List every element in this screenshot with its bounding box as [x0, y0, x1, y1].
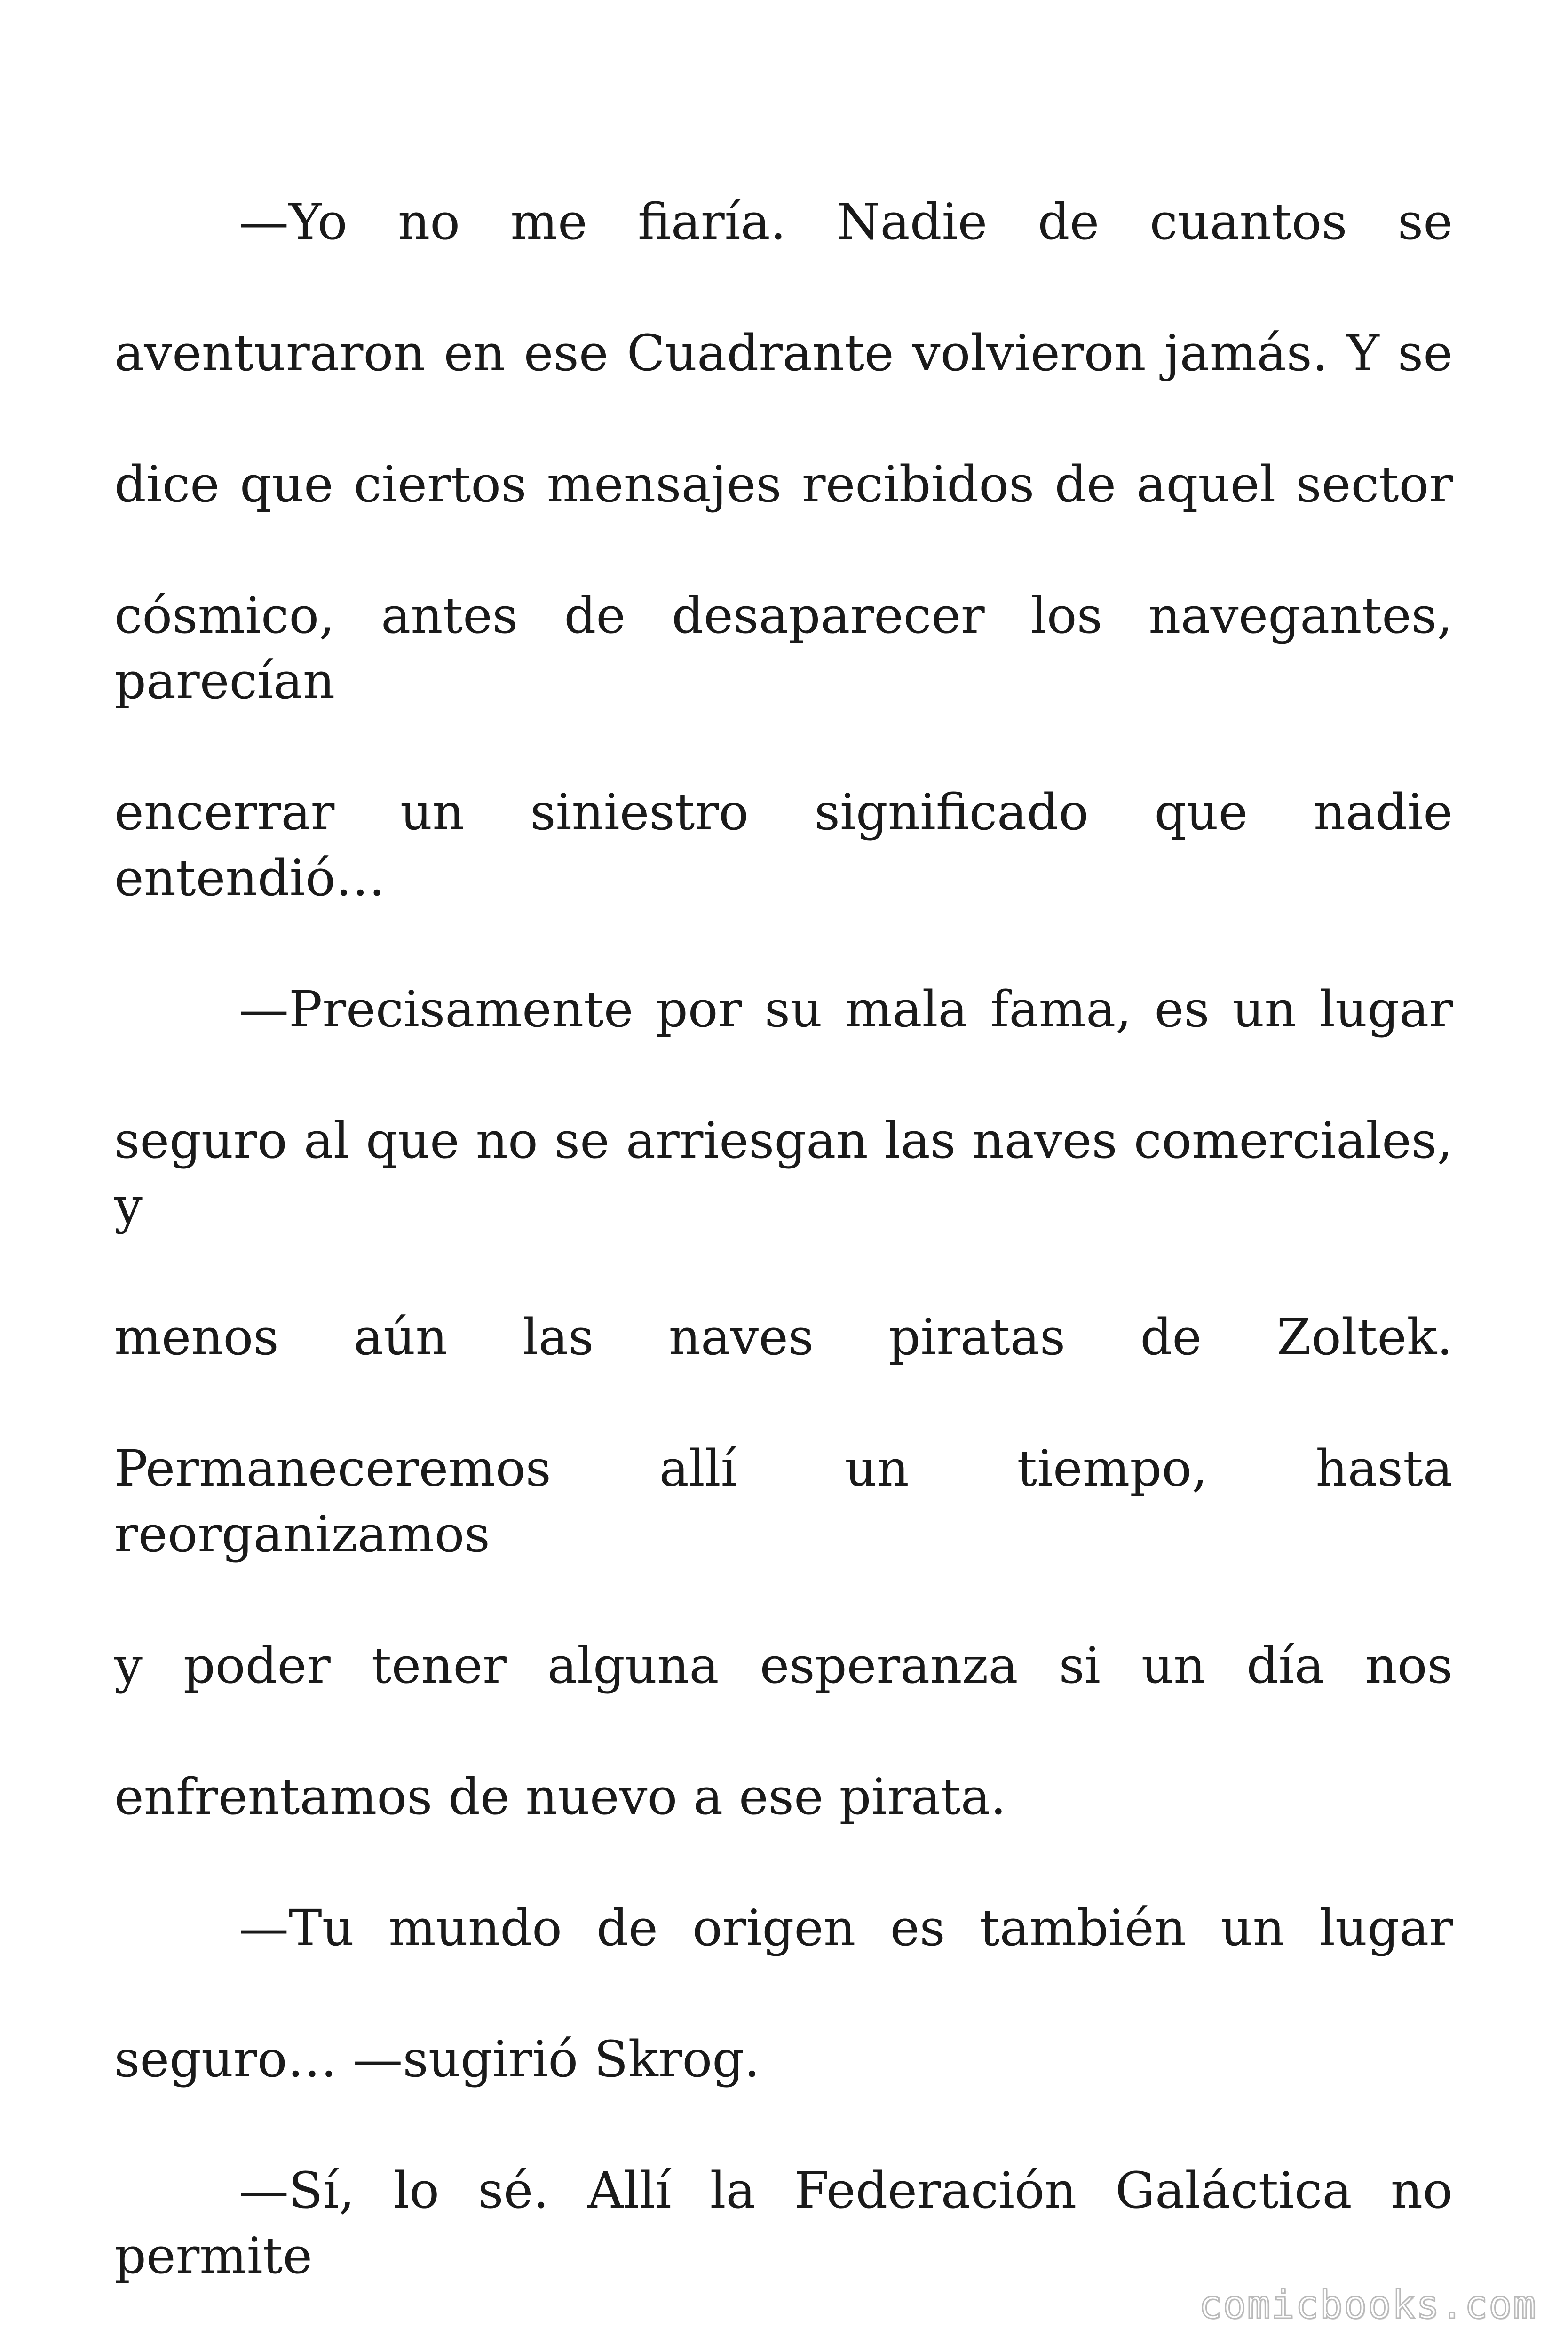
text-line: —Tu mundo de origen es también un lugar [239, 1899, 1453, 1957]
text-line: —Sí, lo sé. Allí la Federación Galáctica no permite [114, 2161, 1453, 2285]
text-line: seguro al que no se arriesgan las naves comerciales, y [114, 1111, 1453, 1235]
text-line: —Precisamente por su mala fama, es un lugar [239, 980, 1453, 1038]
text-line: —Yo no me fiaría. Nadie de cuantos se [239, 192, 1453, 251]
text-line: encerrar un siniestro significado que nadie entendió… [114, 783, 1453, 907]
text-line: y poder tener alguna esperanza si un día nos [114, 1636, 1453, 1694]
body-text [114, 123, 1453, 2352]
text-line: aventuraron en ese Cuadrante volvieron jamás. Y se [114, 324, 1453, 382]
text-line: enfrentamos de nuevo a ese pirata. [114, 1767, 1006, 1826]
text-line: seguro… —sugirió Skrog. [114, 2030, 760, 2088]
text-line: Permaneceremos allí un tiempo, hasta reorganizamos [114, 1439, 1453, 1563]
text-line: cósmico, antes de desaparecer los navegantes, parecían [114, 586, 1453, 710]
text-lines [114, 123, 1453, 2352]
text-line: menos aún las naves piratas de Zoltek. [114, 1308, 1453, 1366]
watermark-logo: comicbooks.com [1198, 2283, 1537, 2328]
text-line: dice que ciertos mensajes recibidos de aquel sector [114, 455, 1453, 513]
